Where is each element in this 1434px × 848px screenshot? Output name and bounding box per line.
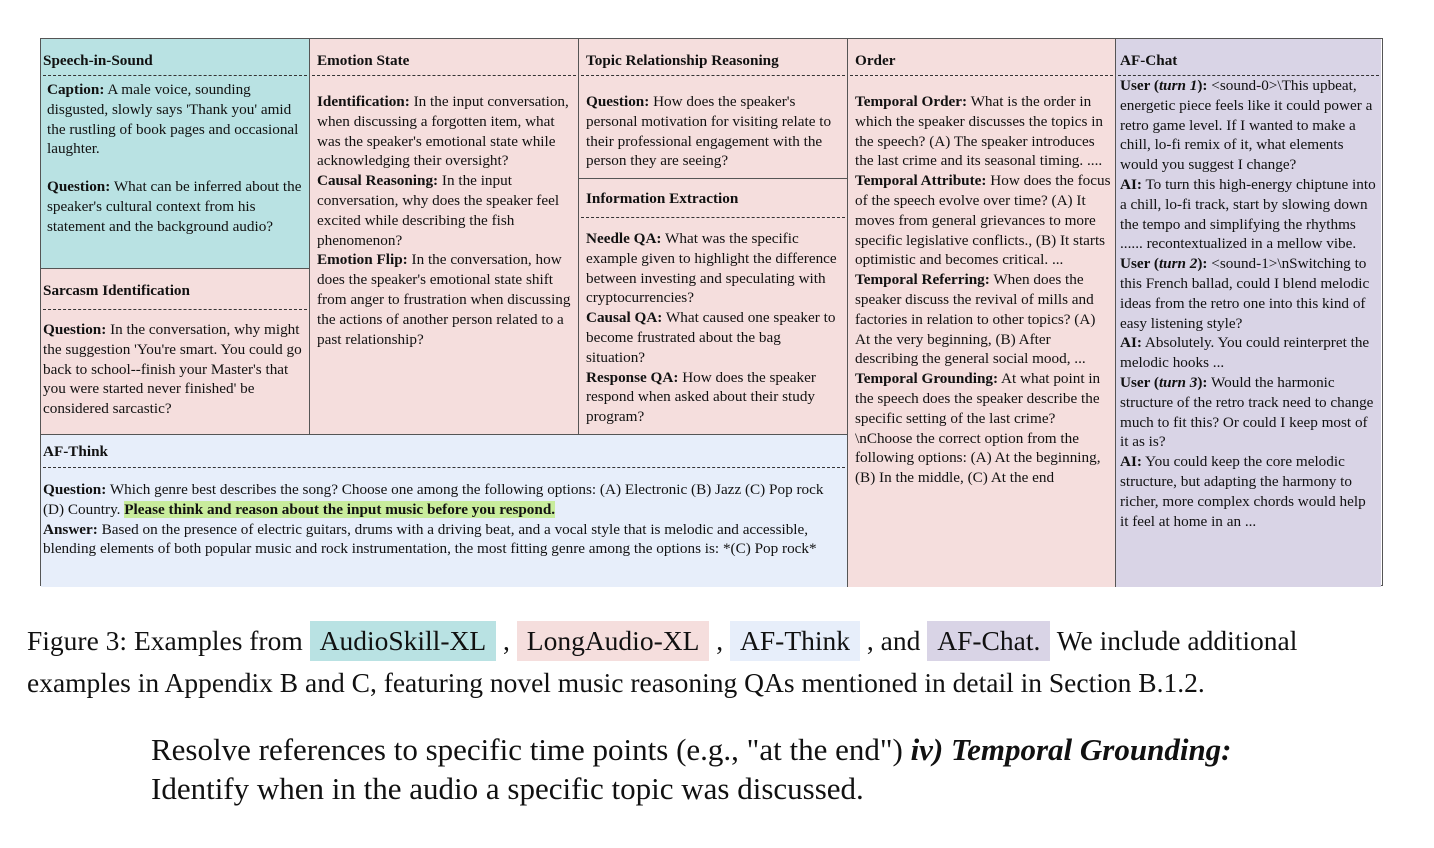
sarcasm-cell bbox=[41, 269, 310, 435]
sarcasm-question: Question: In the conversation, why might the suggestion 'You're smart. You could go back to school--finish your Master's that you were started never finished' be considered sarcastic? bbox=[43, 321, 302, 418]
temporal-attribute: Temporal Attribute: How does the focus of the speech evolve over time? (A) It moves from general grievances to more specific legislative conflicts., (B) It starts optimistic and becomes critical. ... bbox=[855, 172, 1111, 269]
af-think-cell bbox=[41, 435, 848, 587]
topic-relationship-cell bbox=[579, 39, 848, 179]
af-chat-user-turn-2: User (turn 2): <sound-1>\nSwitching to this French ballad, could I blend melodic ideas from the retro one into this kind of easy listening style? bbox=[1120, 255, 1370, 332]
figure-label: Figure 3: bbox=[27, 625, 128, 656]
order-header: Order bbox=[855, 52, 896, 69]
response-qa: Response QA: How does the speaker respond when asked about their study program? bbox=[586, 368, 816, 426]
body-paragraph: Resolve references to specific time points (e.g., "at the end") iv) Temporal Grounding: Identify when in the audio a specific topic was discussed. bbox=[151, 732, 1232, 806]
temporal-grounding: Temporal Grounding: At what point in the speech does the speaker describe the specific setting of the last crime?\nChoose the correct option from the following options: (A) At the beginning, (B) In the middle, (C) At the end bbox=[855, 370, 1101, 487]
af-chat-ai-turn-2: AI: Absolutely. You could reinterpret the melodic hooks ... bbox=[1120, 334, 1370, 372]
emotion-state-header: Emotion State bbox=[317, 52, 410, 69]
figure-caption: Figure 3: Examples from AudioSkill-XL , LongAudio-XL , AF-Think , and AF-Chat. We include additional examples in Appendix B and C, featuring novel music reasoning QAs mentioned in detail in Section B.1.2. bbox=[27, 620, 1407, 704]
tag-af-think: AF-Think bbox=[730, 621, 860, 661]
af-chat-cell bbox=[1116, 39, 1381, 587]
causal-qa: Causal QA: What caused one speaker to become frustrated about the bag situation? bbox=[586, 309, 836, 366]
speech-in-sound-header: Speech-in-Sound bbox=[43, 52, 153, 69]
temporal-grounding-term: iv) Temporal Grounding: bbox=[910, 732, 1232, 767]
af-chat-ai-turn-3: AI: You could keep the core melodic structure, but adapting the harmony to richer, more complex chords would help it feel at home in an ... bbox=[1120, 453, 1366, 530]
emotion-flip: Emotion Flip: In the conversation, how does the speaker's emotional state shift from anger to frustration when discussing the actions of another person related to a past relationship? bbox=[317, 251, 571, 348]
tag-af-chat: AF-Chat. bbox=[927, 621, 1050, 661]
needle-qa: Needle QA: What was the specific example given to highlight the difference between investing and speculating with cryptocurrencies? bbox=[586, 230, 837, 307]
information-extraction-header: Information Extraction bbox=[586, 190, 739, 207]
speech-in-sound-cell bbox=[41, 39, 310, 269]
af-chat-user-turn-1: User (turn 1): <sound-0>\This upbeat, energetic piece feels like it could power a retro game level. If I wanted to make a chill, lo-fi remix of it, what elements would you suggest I change? bbox=[1120, 77, 1373, 174]
emotion-state-cell bbox=[310, 39, 579, 435]
tag-longaudio-xl: LongAudio-XL bbox=[517, 621, 710, 661]
emotion-identification: Identification: In the input conversation, when discussing a forgotten item, what was the speaker's emotional state while acknowledging their oversight? bbox=[317, 93, 569, 170]
topic-relationship-header: Topic Relationship Reasoning bbox=[586, 52, 779, 69]
topic-question: Question: How does the speaker's personal motivation for visiting relate to their professional engagement with the person they are seeing? bbox=[586, 93, 832, 170]
af-think-prompt-highlight: Please think and reason about the input music before you respond. bbox=[124, 500, 556, 518]
tag-audioskill-xl: AudioSkill-XL bbox=[310, 621, 497, 661]
af-think-header: AF-Think bbox=[43, 443, 108, 460]
temporal-referring: Temporal Referring: When does the speaker discuss the revival of mills and factories in relation to other topics? (A) At the very beginning, (B) After describing the general social mood, ... bbox=[855, 271, 1096, 368]
af-chat-ai-turn-1: AI: To turn this high-energy chiptune into a chill, lo-fi track, start by slowing down the tempo and simplifying the rhythms ...... recontextualized in a mellow vibe. bbox=[1120, 175, 1376, 253]
speech-in-sound-question: Question: What can be inferred about the speaker's cultural context from his statement and the background audio? bbox=[47, 178, 302, 235]
information-extraction-cell bbox=[579, 179, 848, 435]
speech-in-sound-caption: Caption: A male voice, sounding disgusted, slowly says 'Thank you' amid the rustling of book pages and occasional laughter. bbox=[47, 81, 299, 158]
af-think-answer: Answer: Based on the presence of electric guitars, drums with a driving beat, and a vocal style that is melodic and accessible, blending elements of both popular music and rock instrumentation, the most fitting genre among the options is: *(C) Pop rock* bbox=[43, 520, 817, 558]
temporal-order: Temporal Order: What is the order in which the speaker discusses the topics in the speech? (A) The speaker introduces the last crime and its seasonal timing. .... bbox=[855, 93, 1104, 170]
af-chat-user-turn-3: User (turn 3): Would the harmonic structure of the retro track need to change much to fit this? Or could I keep most of it as is? bbox=[1120, 373, 1374, 451]
af-chat-header: AF-Chat bbox=[1120, 52, 1178, 69]
order-cell bbox=[848, 39, 1116, 587]
sarcasm-header: Sarcasm Identification bbox=[43, 282, 190, 299]
af-think-question: Question: Which genre best describes the song? Choose one among the following options: (A) Electronic (B) Jazz (C) Pop rock (D) Country. Please think and reason about the input music before you respond. bbox=[43, 481, 824, 518]
emotion-causal-reasoning: Causal Reasoning: In the input conversation, why does the speaker feel excited while describing the fish phenomenon? bbox=[317, 172, 560, 249]
figure-3-grid bbox=[40, 38, 1383, 586]
